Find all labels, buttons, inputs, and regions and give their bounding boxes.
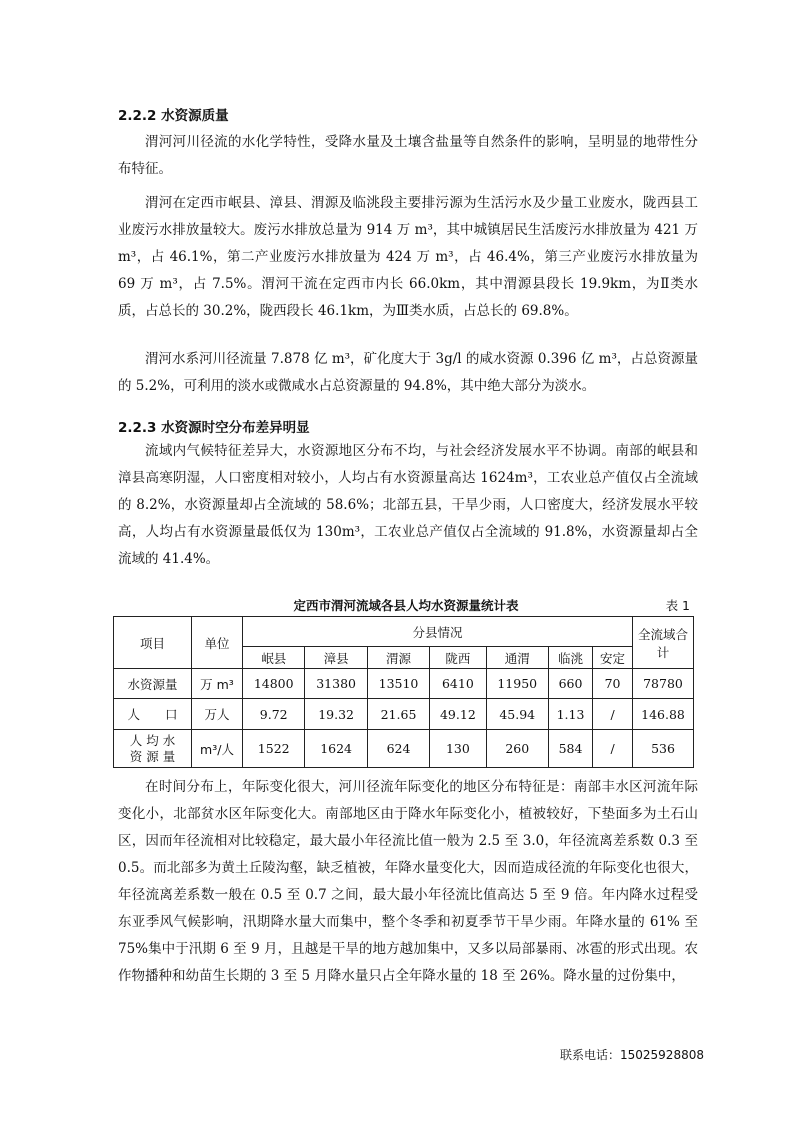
county-header: 通渭 xyxy=(486,647,548,669)
county-header: 漳县 xyxy=(305,647,367,669)
row-item: 人 均 水 资 源 量 xyxy=(114,730,192,768)
table-cell: 14800 xyxy=(243,669,305,699)
contact-footer: 联系电话：15025928808 xyxy=(560,1048,704,1062)
table-cell: 1522 xyxy=(243,730,305,768)
table-cell: 11950 xyxy=(486,669,548,699)
section-heading-distribution: 2.2.3 水资源时空分布差异明显 xyxy=(118,420,310,436)
table-cell: 70 xyxy=(593,669,633,699)
county-header: 渭源 xyxy=(367,647,429,669)
county-header: 岷县 xyxy=(243,647,305,669)
header-item: 项目 xyxy=(114,617,192,669)
table-cell: 19.32 xyxy=(305,699,367,730)
table-cell: 660 xyxy=(548,669,592,699)
table-cell: 130 xyxy=(430,730,486,768)
table-cell: / xyxy=(593,730,633,768)
header-county-group: 分县情况 xyxy=(243,617,633,647)
paragraph-regional-distribution: 流域内气候特征差异大，水资源地区分布不均，与社会经济发展水平不协调。南部的岷县和漳县高寒阴湿，人口密度相对较小，人均占有水资源量高达 1624m³，工农业总产值仅占全流域的 8.2%，水资源量却占全流域的 58.6%；北部五县，干旱少雨，人口密度大，经济发展水平较高，人均占有水资源量最低仅为 130m³，工农业总产值仅占全流域的 91.8%，水资源量却占全流域的 41.4%。 xyxy=(118,443,698,567)
county-header: 陇西 xyxy=(430,647,486,669)
county-header: 临洮 xyxy=(548,647,592,669)
table-cell: 21.65 xyxy=(367,699,429,730)
table-cell: 260 xyxy=(486,730,548,768)
header-basin-total: 全流域合 计 xyxy=(633,617,694,669)
table-cell: 624 xyxy=(367,730,429,768)
table-cell: 45.94 xyxy=(486,699,548,730)
row-unit: 万 m³ xyxy=(192,669,243,699)
row-unit: 万人 xyxy=(192,699,243,730)
table-cell-total: 146.88 xyxy=(633,699,694,730)
table-row xyxy=(114,699,694,730)
paragraph-hydrochemistry: 渭河河川径流的水化学特性，受降水量及土壤含盐量等自然条件的影响，呈明显的地带性分布特征。 xyxy=(118,134,698,177)
table-caption xyxy=(118,596,694,616)
table-cell: 1.13 xyxy=(548,699,592,730)
table-cell: 49.12 xyxy=(430,699,486,730)
table-cell: 31380 xyxy=(305,669,367,699)
paragraph-salinity: 渭河水系河川径流量 7.878 亿 m³，矿化度大于 3g/l 的咸水资源 0.396 亿 m³，占总资源量的 5.2%，可利用的淡水或微咸水占总资源量的 94.8%，其中绝大部分为淡水。 xyxy=(118,351,698,394)
table-header-row xyxy=(114,617,694,647)
table-cell: 13510 xyxy=(367,669,429,699)
table-cell: 584 xyxy=(548,730,592,768)
paragraph-temporal-distribution: 在时间分布上，年际变化很大，河川径流年际变化的地区分布特征是：南部丰水区河流年际变化小，北部贫水区年际变化大。南部地区由于降水年际变化小，植被较好，下垫面多为土石山区，因而年径流相对比较稳定，最大最小年径流比值一般为 2.5 至 3.0，年径流离差系数 0.3 至 0.5。而北部多为黄土丘陵沟壑，缺乏植被，年降水量变化大，因而造成径流的年际变化也很大，年径流离差系数一般在 0.5 至 0.7 之间，最大最小年径流比值高达 5 至 9 倍。年内降水过程受东亚季风气候影响，汛期降水量大而集中，整个冬季和初夏季节干旱少雨。年降水量的 61% 至 75%集中于汛期 6 至 9 月，且越是干旱的地方越加集中，又多以局部暴雨、冰雹的形式出现。农作物播种和幼苗生长期的 3 至 5 月降水量只占全年降水量的 18 至 26%。降水量的过份集中， xyxy=(118,779,698,984)
table-row xyxy=(114,669,694,699)
county-header: 安定 xyxy=(593,647,633,669)
section-heading-water-quality: 2.2.2 水资源质量 xyxy=(118,108,229,124)
row-unit: m³/人 xyxy=(192,730,243,768)
water-resource-table xyxy=(113,616,701,768)
table-cell: 6410 xyxy=(430,669,486,699)
table-title: 定西市渭河流域各县人均水资源量统计表 xyxy=(293,598,519,613)
table-cell-total: 78780 xyxy=(633,669,694,699)
row-item: 人 口 xyxy=(114,699,192,730)
table-cell: / xyxy=(593,699,633,730)
table-row xyxy=(114,730,694,768)
header-unit: 单位 xyxy=(192,617,243,669)
table-number: 表 1 xyxy=(665,598,690,613)
row-item: 水资源量 xyxy=(114,669,192,699)
table-cell: 9.72 xyxy=(243,699,305,730)
table-cell-total: 536 xyxy=(633,730,694,768)
table-cell: 1624 xyxy=(305,730,367,768)
paragraph-pollution-sources: 渭河在定西市岷县、漳县、渭源及临洮段主要排污源为生活污水及少量工业废水，陇西县工业废污水排放量较大。废污水排放总量为 914 万 m³，其中城镇居民生活废污水排放量为 421 万 m³，占 46.1%，第二产业废污水排放量为 424 万 m³，占 46.4%，第三产业废污水排放量为 69 万 m³，占 7.5%。渭河干流在定西市内长 66.0km，其中渭源县段长 19.9km，为Ⅱ类水质，占总长的 30.2%，陇西段长 46.1km，为Ⅲ类水质，占总长的 69.8%。 xyxy=(118,195,698,319)
